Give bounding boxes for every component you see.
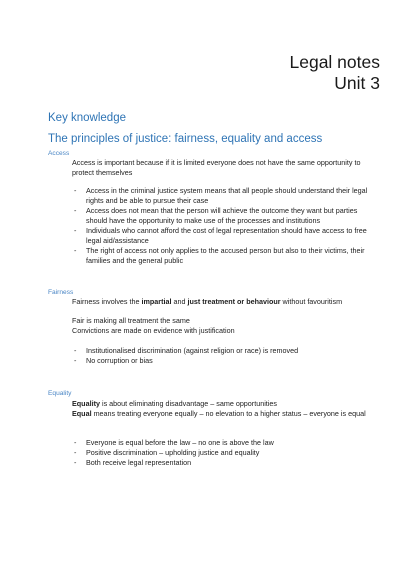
equality-label: Equality <box>48 390 72 397</box>
equality-bullet: - Both receive legal representation <box>72 458 372 468</box>
principles-heading: The principles of justice: fairness, equality and access <box>48 133 323 145</box>
fairness-line-2: Fair is making all treatment the same <box>72 316 190 325</box>
fairness-line-3: Convictions are made on evidence with justification <box>72 326 235 335</box>
equality-bullet: - Positive discrimination – upholding justice and equality <box>72 448 372 458</box>
fairness-impartial: impartial <box>141 297 172 306</box>
fairness-label: Fairness <box>48 289 74 296</box>
title-line-1: Legal notes <box>289 52 380 72</box>
access-bullet-list <box>72 186 372 266</box>
equal-term: Equal <box>72 409 92 418</box>
fairness-bullet: - No corruption or bias <box>72 356 372 366</box>
fairness-bullet: - Institutionalised discrimination (against religion or race) is removed <box>72 346 372 356</box>
fairness-just-treatment: just treatment or behaviour <box>187 297 281 306</box>
document-title <box>290 52 381 94</box>
access-bullet: - Access does not mean that the person will achieve the outcome they want but parties should have the opportunity to make use of the processes and institutions <box>72 206 372 226</box>
equality-bullet: - Everyone is equal before the law – no one is above the law <box>72 438 372 448</box>
equality-line-1 <box>72 399 362 409</box>
access-intro: Access is important because if it is limited everyone does not have the same opportunity to protect themselves <box>72 158 361 177</box>
access-bullet: - The right of access not only applies to the accused person but also to their victims, their families and the general public <box>72 246 372 266</box>
equality-bullet-list <box>72 438 372 468</box>
fairness-intro <box>72 297 362 307</box>
fairness-intro-post: without favouritism <box>280 297 343 306</box>
access-bullet: - Individuals who cannot afford the cost of legal representation should have access to free legal aid/assistance <box>72 226 372 246</box>
fairness-intro-mid: and <box>171 297 188 306</box>
fairness-bullet-list <box>72 346 372 366</box>
equality-line-1-rest: is about eliminating disadvantage – same opportunities <box>99 399 277 408</box>
key-knowledge-heading: Key knowledge <box>48 112 126 124</box>
access-bullet: - Access in the criminal justice system means that all people should understand their legal rights and be able to pursue their case <box>72 186 372 206</box>
equality-line-2 <box>72 409 372 419</box>
fairness-intro-pre: Fairness involves the <box>72 297 142 306</box>
equality-term: Equality <box>72 399 100 408</box>
equality-line-2-rest: means treating everyone equally – no elevation to a higher status – everyone is equal <box>91 409 366 418</box>
title-line-2: Unit 3 <box>334 73 380 93</box>
access-label: Access <box>48 150 70 157</box>
